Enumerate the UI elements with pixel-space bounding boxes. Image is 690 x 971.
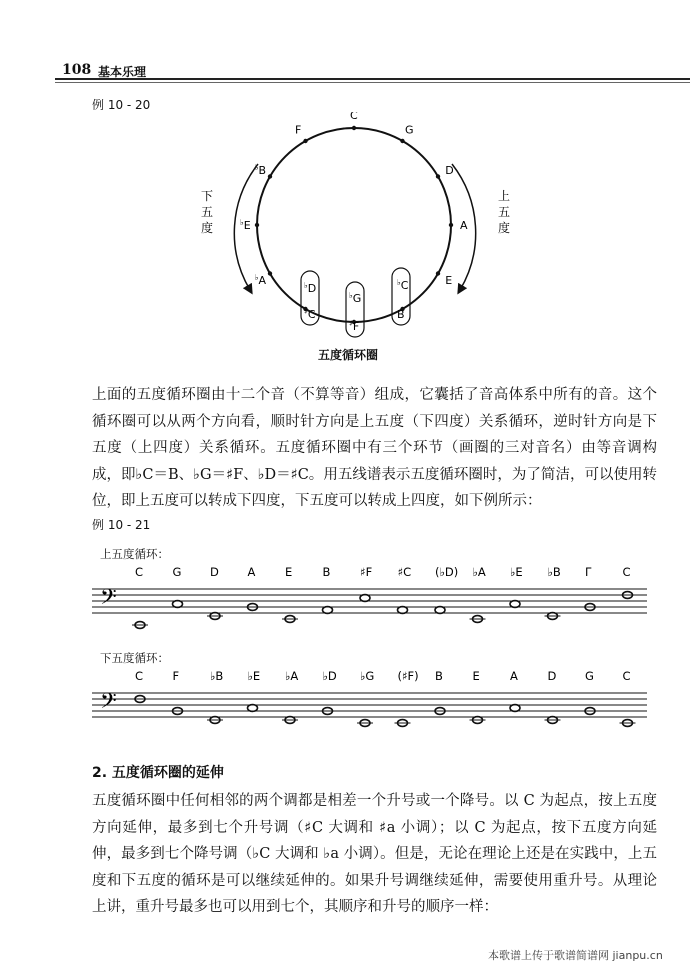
note-name: G (172, 565, 182, 579)
whole-note (435, 607, 445, 614)
note-name: ♯F (360, 565, 373, 579)
circle-note-label: ♭A (254, 273, 267, 287)
circle-dot (400, 139, 404, 143)
note-name: D (547, 669, 557, 683)
paragraph-1 (92, 382, 657, 515)
note-name: B (322, 565, 331, 579)
note-name: D (210, 565, 219, 579)
enharmonic-label-f-sharp: ♯F (349, 319, 360, 333)
note-name: Г (585, 565, 593, 579)
left-label-char-1: 下 (201, 189, 214, 203)
whole-note (173, 601, 183, 608)
right-arrow-label (498, 188, 510, 235)
bass-clef-icon: 𝄢 (100, 689, 117, 719)
note-name: ♭B (547, 565, 561, 579)
circle-note-label: G (405, 123, 414, 137)
whole-note (510, 705, 520, 712)
example-label-10-21: 例 10 - 21 (92, 518, 151, 532)
note-name: A (510, 669, 518, 683)
header-rule-thin (55, 82, 690, 83)
whole-note (323, 607, 333, 614)
circle-dot (449, 223, 453, 227)
note-name: C (135, 669, 144, 683)
whole-note (360, 595, 370, 602)
note-name: ♭B (210, 669, 224, 683)
note-name: (♯F) (397, 669, 419, 683)
paragraph-1-text: 上面的五度循环圈由十二个音（不算等音）组成，它囊括了音高体系中所有的音。这个循环圈可以从两个方向看，顺时针方向是上五度（下四度）关系循环，逆时针方向是下五度（上四度）关系循环。五度循环圈中有三个环节（画圈的三对音名）由等音调构成，即♭C＝B、♭G＝♯F、♭D＝♯C。用五线谱表示五度循环圈时，为了简洁，可以使用转位，即上五度可以转成下四度，下五度可以转成上四度，如下例所示： (92, 387, 657, 509)
note-name: A (247, 565, 256, 579)
note-name: (♭D) (435, 565, 459, 579)
circle-dot (268, 174, 272, 178)
circle-note-label: ♭C (397, 278, 409, 292)
bass-clef-icon: 𝄢 (100, 585, 117, 615)
circle-dot (255, 223, 259, 227)
left-arrow-label (201, 189, 213, 235)
circle-note-label: ♭D (304, 281, 317, 295)
staff1-label: 上五度循环： (100, 547, 169, 561)
enharmonic-label-c-sharp: ♯C (304, 307, 316, 321)
circle-labels (240, 112, 468, 305)
staff2-note-names (135, 669, 631, 683)
note-name: ♭A (285, 669, 299, 683)
circle-note-label: E (445, 274, 453, 287)
right-label-char-1: 上 (498, 189, 511, 203)
note-name: B (435, 669, 443, 683)
note-name: E (472, 669, 480, 683)
enharmonic-label-b: B (397, 308, 405, 321)
circle-note-label: A (460, 219, 468, 232)
paragraph-2 (92, 788, 657, 921)
footer-watermark: 本歌谱上传于歌谱简谱网 jianpu.cn (488, 949, 663, 962)
left-label-char-2: 五 (201, 205, 214, 219)
whole-note (398, 607, 408, 614)
example-label-10-20: 例 10 - 20 (92, 98, 151, 112)
note-name: F (172, 669, 180, 683)
header-rule (55, 78, 690, 80)
note-name: C (622, 565, 631, 579)
note-name: ♭E (510, 565, 523, 579)
left-label-char-3: 度 (201, 221, 214, 235)
whole-note (510, 601, 520, 608)
whole-note (248, 705, 258, 712)
circle-dot (436, 174, 440, 178)
right-label-char-2: 五 (498, 205, 511, 219)
circle-note-label: C (350, 112, 358, 122)
circle-dot (268, 271, 272, 275)
circle-note-label: D (445, 164, 454, 177)
section-heading: 2. 五度循环圈的延伸 (92, 765, 224, 781)
circle-dot (303, 139, 307, 143)
circle-dot (352, 126, 356, 130)
staff2-label: 下五度循环： (100, 651, 169, 665)
staff1-note-names (135, 565, 631, 579)
staff1-notation (92, 562, 652, 637)
note-name: ♭G (360, 669, 375, 683)
circle-dot (436, 271, 440, 275)
paragraph-2-text: 五度循环圈中任何相邻的两个调都是相差一个升号或一个降号。以 C 为起点，按上五度方向延伸，最多到七个升号调（♯C 大调和 ♯a 小调）；以 C 为起点，按下五度方向延伸，最多到七个降号调（♭C 大调和 ♭a 小调）。但是，无论在理论上还是在实践中，上五度和下五度的循环是可以继续延伸的。如果升号调继续延伸，需要使用重升号。从理论上讲，重升号最多也可以用到七个，其顺序和升号的顺序一样： (92, 793, 657, 915)
note-name: ♭D (322, 669, 337, 683)
note-name: C (135, 565, 144, 579)
page-number: 108 (62, 62, 92, 78)
staff2-notation (92, 666, 652, 741)
staff1-notes (132, 592, 633, 629)
running-title: 基本乐理 (98, 65, 147, 79)
circle-note-label: ♭G (349, 291, 362, 305)
circle-of-fifths-diagram (180, 112, 520, 347)
note-name: G (585, 669, 594, 683)
right-label-char-3: 度 (498, 221, 511, 235)
note-name: C (622, 669, 631, 683)
circle-note-label: ♭B (254, 163, 267, 177)
circle-note-label: ♭E (240, 218, 251, 232)
note-name: ♭A (472, 565, 486, 579)
note-name: ♭E (247, 669, 261, 683)
note-name: E (285, 565, 293, 579)
diagram-caption: 五度循环圈 (318, 348, 379, 362)
circle-note-label: F (295, 123, 302, 137)
note-name: ♯C (397, 565, 412, 579)
